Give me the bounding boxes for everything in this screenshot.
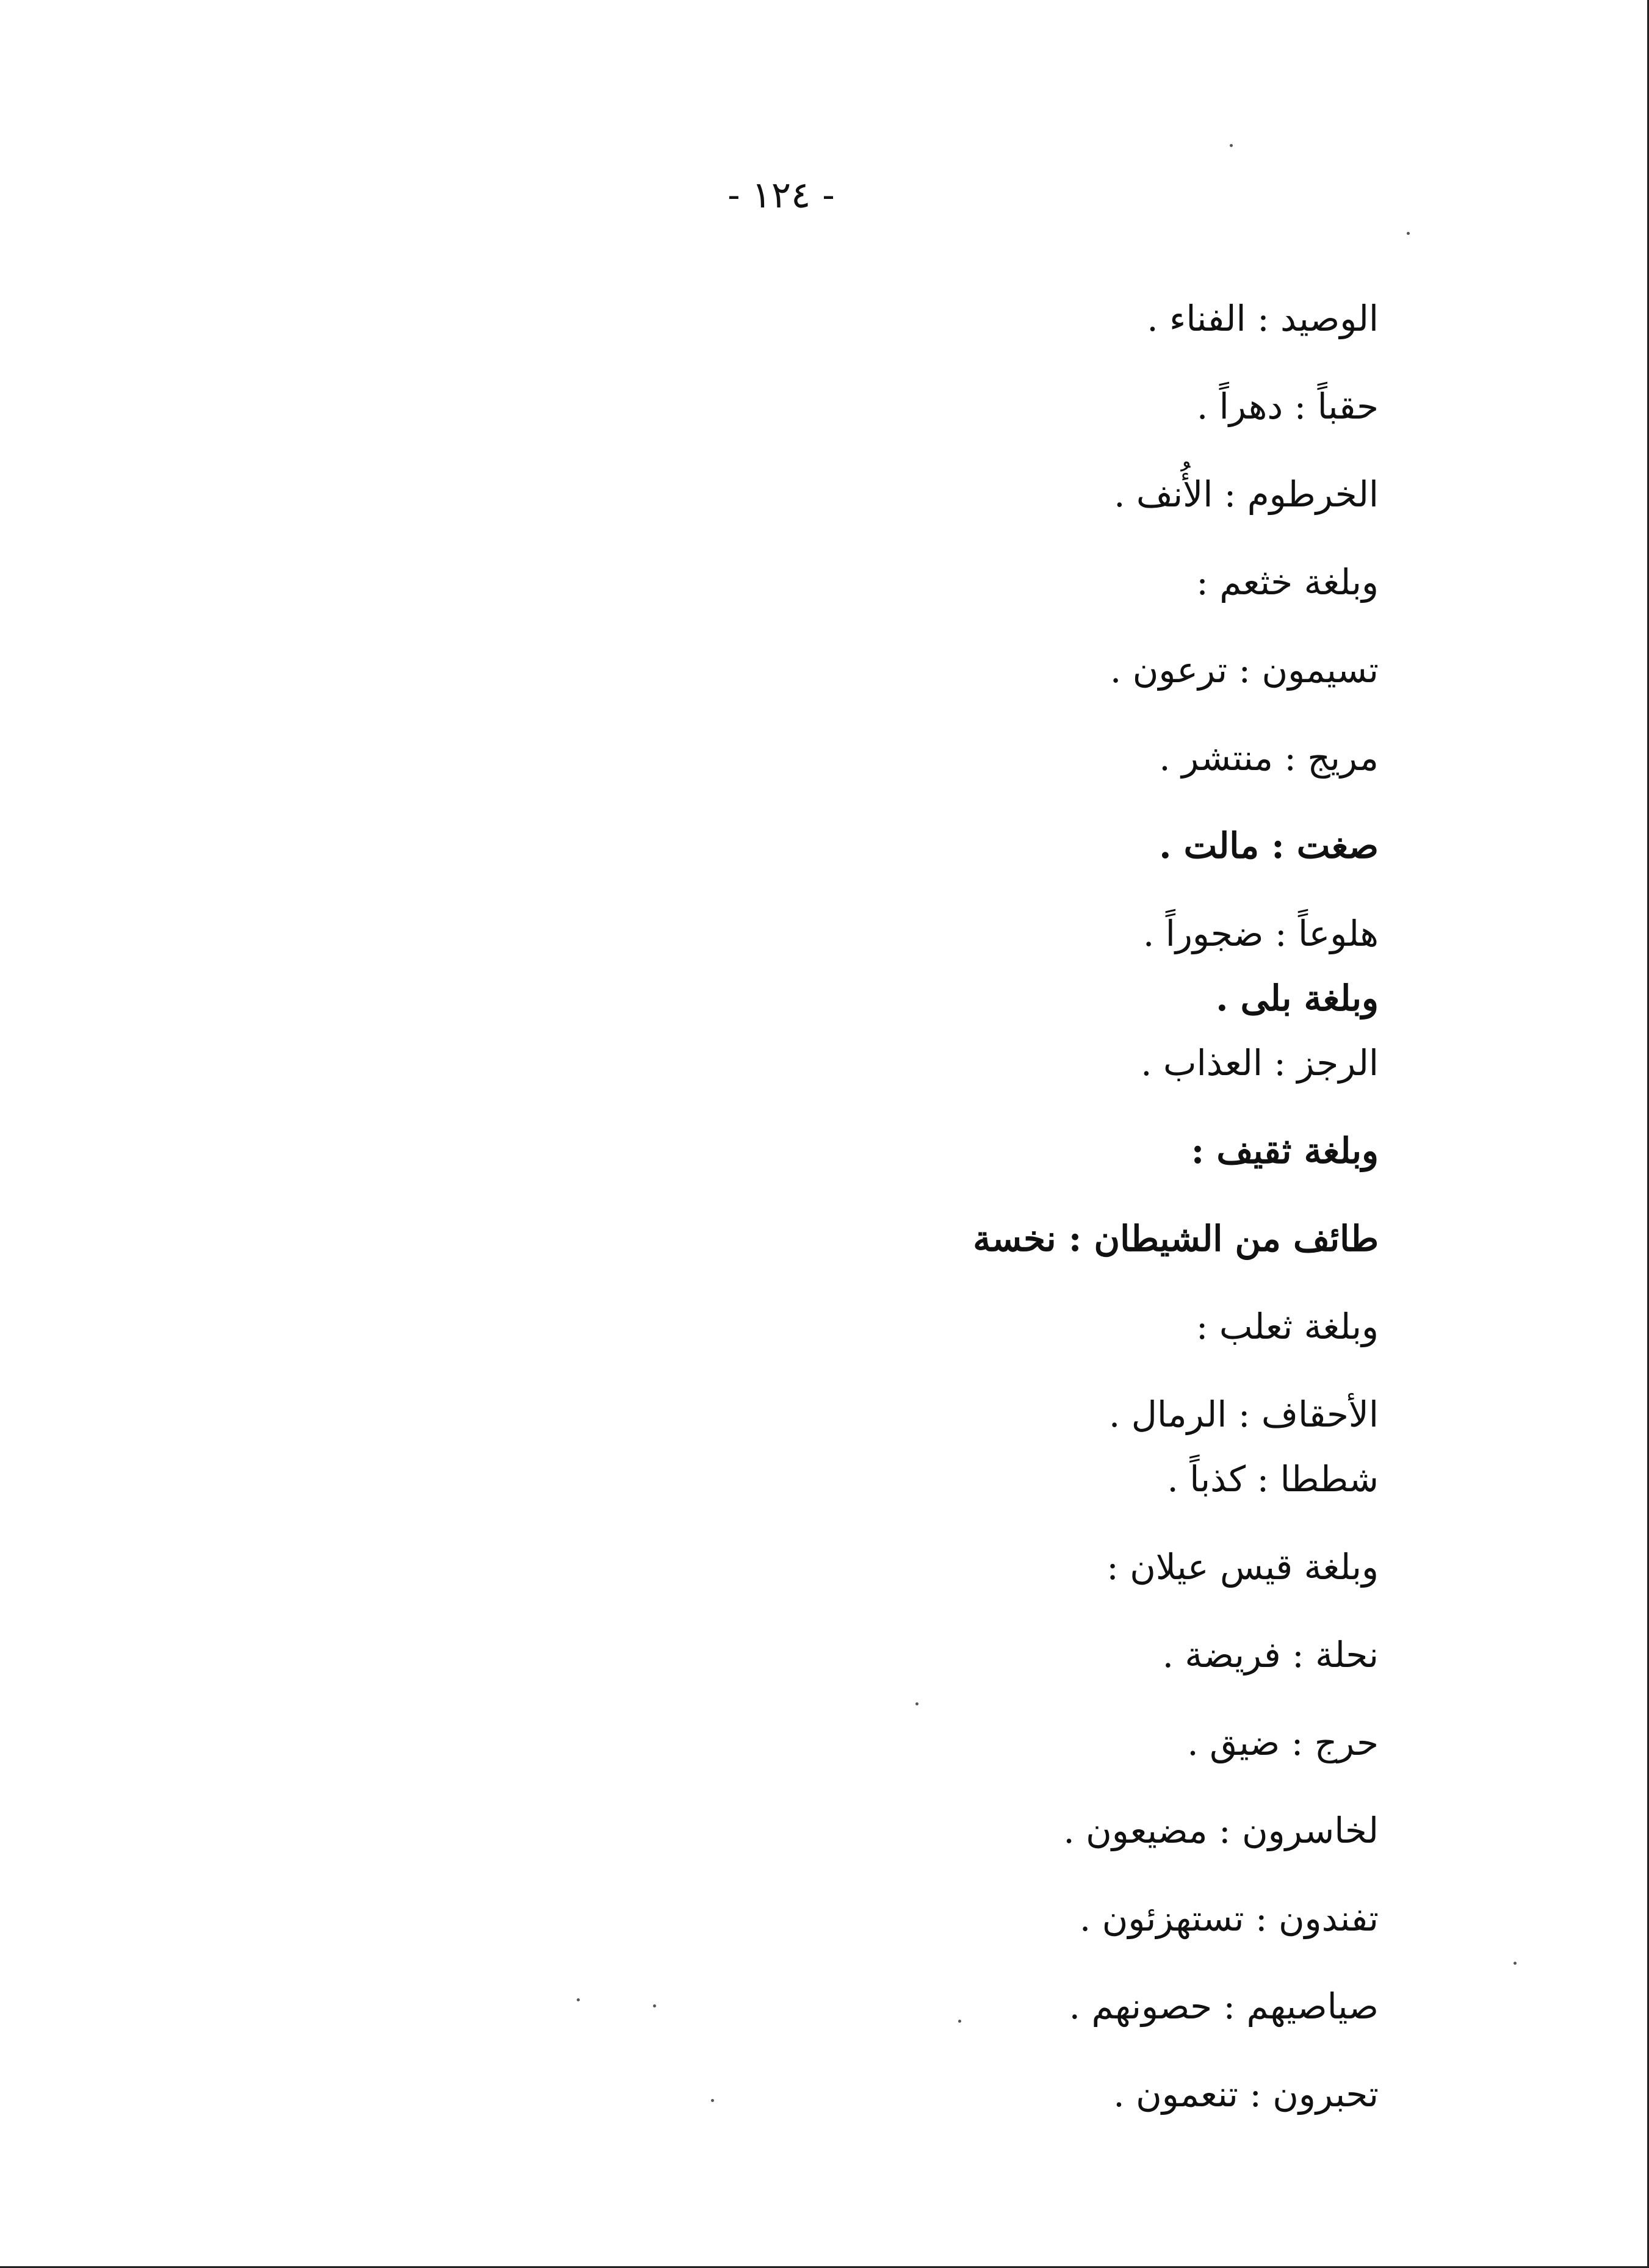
scan-speck — [1514, 1962, 1517, 1965]
glossary-line: الوصيد : الفناء . — [1147, 298, 1379, 339]
glossary-line: طائف من الشيطان : نخسة — [973, 1218, 1379, 1259]
scan-speck — [1407, 232, 1410, 235]
glossary-line: حرج : ضيق . — [1187, 1722, 1379, 1763]
glossary-line: مريج : منتشر . — [1159, 737, 1379, 779]
scan-speck — [711, 2099, 714, 2102]
dialect-heading: وبلغة قيس عيلان : — [1106, 1546, 1379, 1588]
dialect-heading: وبلغة بلى . — [1216, 977, 1379, 1019]
glossary-line: الخرطوم : الأُنف . — [1114, 473, 1379, 515]
dialect-heading: وبلغة خثعم : — [1196, 561, 1379, 603]
glossary-line: شططا : كذباً . — [1167, 1458, 1379, 1500]
glossary-line: نحلة : فريضة . — [1162, 1634, 1379, 1676]
dialect-heading: وبلغة ثقيف : — [1191, 1130, 1379, 1172]
scan-speck — [958, 2020, 961, 2023]
scan-speck — [653, 2004, 656, 2007]
glossary-line: صغت : مالت . — [1159, 825, 1379, 866]
glossary-line: الأحقاف : الرمال . — [1108, 1394, 1379, 1435]
glossary-line: صياصيهم : حصونهم . — [1069, 1985, 1379, 2027]
glossary-line: تحبرون : تنعمون . — [1113, 2073, 1379, 2115]
glossary-line: لخاسرون : مضيعون . — [1063, 1810, 1379, 1851]
scan-speck — [915, 1702, 918, 1705]
page-number: - ١٢٤ - — [727, 174, 835, 217]
glossary-line: هلوعاً : ضجوراً . — [1142, 913, 1379, 954]
glossary-line: تسيمون : ترعون . — [1110, 649, 1379, 691]
glossary-line: تفندون : تستهزئون . — [1079, 1898, 1379, 1939]
dialect-heading: وبلغة ثعلب : — [1196, 1306, 1379, 1347]
scan-speck — [577, 1998, 580, 2001]
glossary-line: الرجز : العذاب . — [1141, 1042, 1379, 1084]
glossary-list — [524, 287, 1379, 2150]
glossary-line: حقباً : دهراً . — [1196, 386, 1379, 427]
scan-speck — [1230, 144, 1233, 147]
